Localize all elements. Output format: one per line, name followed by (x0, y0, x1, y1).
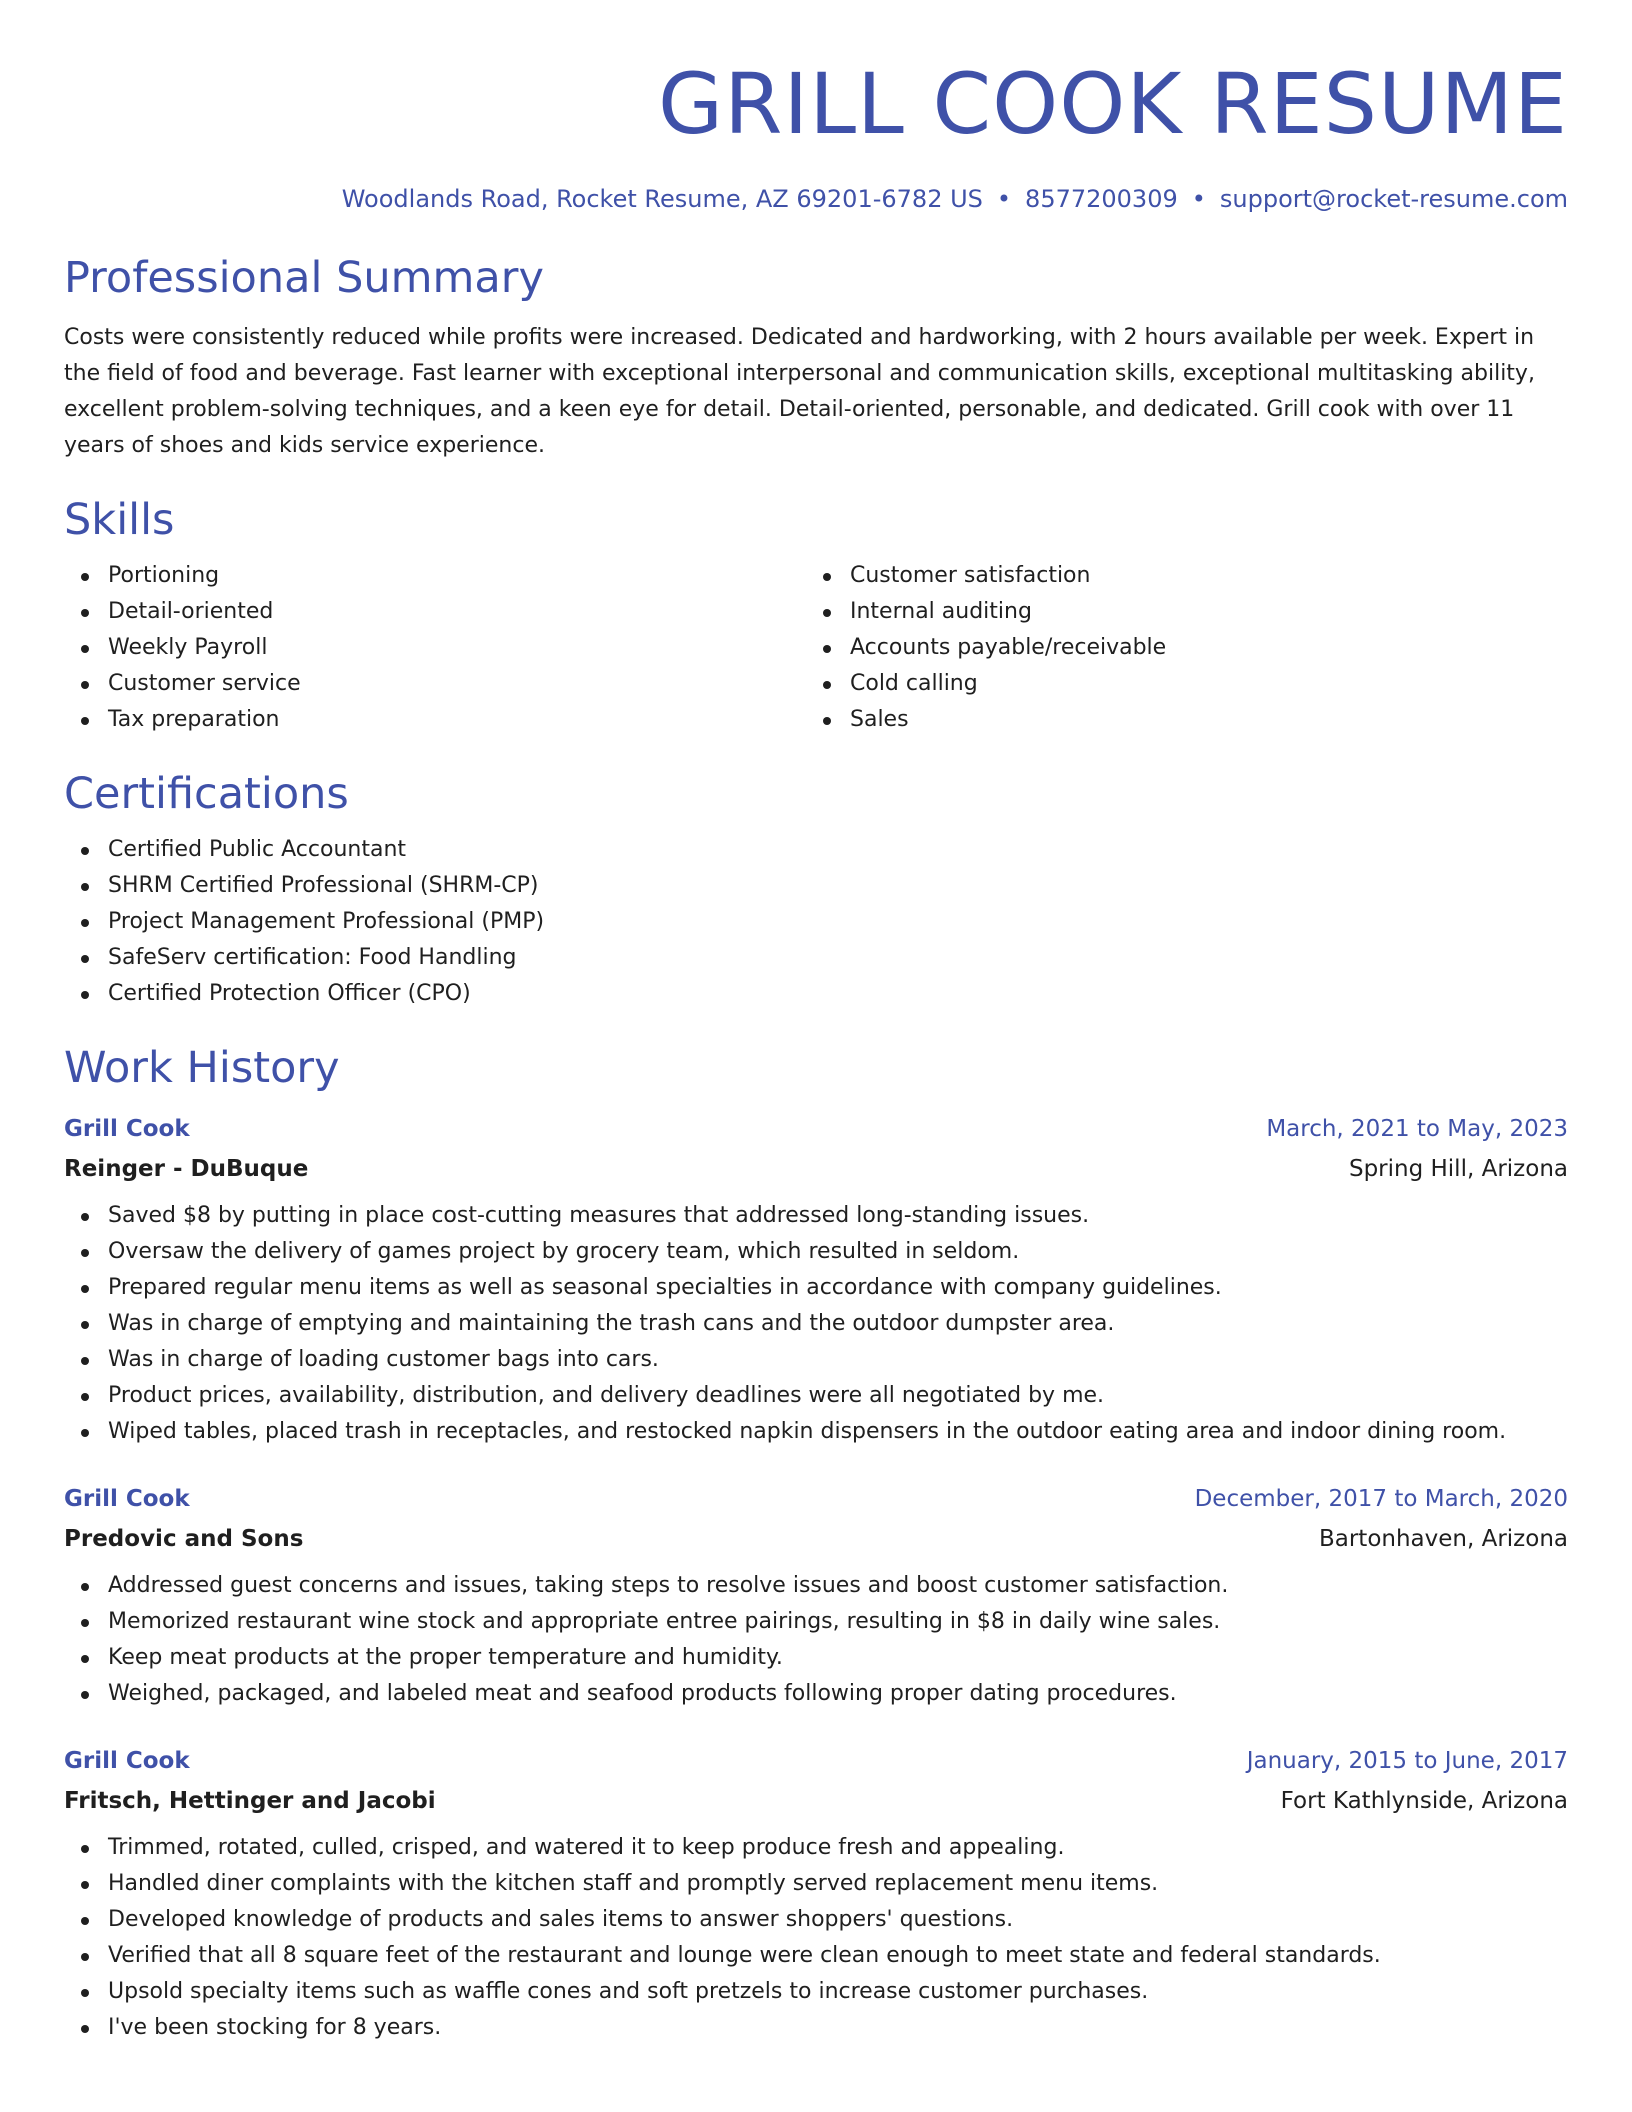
job-duty: Developed knowledge of products and sales items to answer shoppers' questions. (64, 1902, 1568, 1938)
job-company: Predovic and Sons (64, 1526, 304, 1552)
job-company: Reinger - DuBuque (64, 1156, 309, 1182)
skill-item: Cold calling (806, 666, 1548, 702)
job-entry (64, 1746, 1568, 2046)
skill-item: Accounts payable/receivable (806, 630, 1548, 666)
certifications-heading: Certifications (64, 769, 349, 819)
skill-item: Sales (806, 702, 1548, 738)
job-duty: I've been stocking for 8 years. (64, 2010, 1568, 2046)
job-dates: March, 2021 to May, 2023 (1266, 1116, 1568, 1142)
work-history-heading: Work History (64, 1043, 340, 1093)
job-title: Grill Cook (64, 1116, 190, 1142)
job-header-row (64, 1114, 1568, 1144)
job-duty: Verified that all 8 square feet of the restaurant and lounge were clean enough to meet state and federal standards. (64, 1938, 1568, 1974)
skills-list-left (64, 558, 806, 738)
job-location: Bartonhaven, Arizona (1318, 1526, 1568, 1552)
job-duties-list (64, 1198, 1568, 1450)
job-duty: Was in charge of loading customer bags into cars. (64, 1342, 1568, 1378)
job-header-row (64, 1484, 1568, 1514)
contact-separator: • (996, 185, 1012, 213)
contact-address: Woodlands Road, Rocket Resume, AZ 69201-6782 US (341, 185, 983, 213)
job-duty: Oversaw the delivery of games project by grocery team, which resulted in seldom. (64, 1234, 1568, 1270)
job-header-row (64, 1746, 1568, 1776)
job-entry (64, 1484, 1568, 1712)
skills-heading: Skills (64, 495, 175, 545)
job-company-row (64, 1144, 1568, 1184)
certification-item: Project Management Professional (PMP) (64, 904, 1568, 940)
resume-title: GRILL COOK RESUME (658, 55, 1568, 153)
skills-list-right (806, 558, 1548, 738)
certification-item: Certified Public Accountant (64, 832, 1568, 868)
job-dates: December, 2017 to March, 2020 (1194, 1486, 1568, 1512)
certification-item: SHRM Certified Professional (SHRM-CP) (64, 868, 1568, 904)
job-duty: Wiped tables, placed trash in receptacles, and restocked napkin dispensers in the outdoor eating area and indoor dining room. (64, 1414, 1568, 1450)
job-dates: January, 2015 to June, 2017 (1246, 1748, 1568, 1774)
job-location: Fort Kathlynside, Arizona (1280, 1788, 1568, 1814)
contact-separator: • (1191, 185, 1206, 213)
skill-item: Weekly Payroll (64, 630, 806, 666)
skill-item: Portioning (64, 558, 806, 594)
skill-item: Tax preparation (64, 702, 806, 738)
job-duty: Handled diner complaints with the kitchen staff and promptly served replacement menu items. (64, 1866, 1568, 1902)
contact-phone: 8577200309 (1025, 185, 1178, 213)
job-duty: Trimmed, rotated, culled, crisped, and watered it to keep produce fresh and appealing. (64, 1830, 1568, 1866)
job-duties-list (64, 1568, 1568, 1712)
job-title: Grill Cook (64, 1486, 190, 1512)
job-duties-list (64, 1830, 1568, 2046)
job-duty: Memorized restaurant wine stock and appropriate entree pairings, resulting in $8 in daily wine sales. (64, 1604, 1568, 1640)
job-duty: Product prices, availability, distribution, and delivery deadlines were all negotiated by me. (64, 1378, 1568, 1414)
job-company-row (64, 1514, 1568, 1554)
job-duty: Keep meat products at the proper temperature and humidity. (64, 1640, 1568, 1676)
job-title: Grill Cook (64, 1748, 190, 1774)
contact-email[interactable]: support@rocket-resume.com (1219, 185, 1568, 213)
job-duty: Saved $8 by putting in place cost-cutting measures that addressed long-standing issues. (64, 1198, 1568, 1234)
job-duty: Weighed, packaged, and labeled meat and seafood products following proper dating procedures. (64, 1676, 1568, 1712)
skill-item: Customer service (64, 666, 806, 702)
contact-line (64, 184, 1568, 214)
skill-item: Detail-oriented (64, 594, 806, 630)
resume-header (64, 0, 1568, 214)
job-company: Fritsch, Hettinger and Jacobi (64, 1788, 436, 1814)
skill-item: Customer satisfaction (806, 558, 1548, 594)
certification-item: Certified Protection Officer (CPO) (64, 976, 1568, 1012)
certification-item: SafeServ certification: Food Handling (64, 940, 1568, 976)
certifications-list (64, 832, 1568, 1012)
skills-grid (64, 558, 1568, 738)
job-duty: Upsold specialty items such as waffle cones and soft pretzels to increase customer purchases. (64, 1974, 1568, 2010)
job-location: Spring Hill, Arizona (1348, 1156, 1568, 1182)
summary-text: Costs were consistently reduced while profits were increased. Dedicated and hardworking, with 2 hours available per week. Expert in the field of food and beverage. Fast learner with exceptional interpersonal and communication skills, exceptional multitasking ability, excellent problem-solving techniques, and a keen eye for detail. Detail-oriented, personable, and dedicated. Grill cook with over 11 years of shoes and kids service experience. (64, 325, 1535, 458)
job-duty: Was in charge of emptying and maintaining the trash cans and the outdoor dumpster area. (64, 1306, 1568, 1342)
skill-item: Internal auditing (806, 594, 1548, 630)
job-duty: Prepared regular menu items as well as seasonal specialties in accordance with company guidelines. (64, 1270, 1568, 1306)
job-duty: Addressed guest concerns and issues, taking steps to resolve issues and boost customer satisfaction. (64, 1568, 1568, 1604)
job-company-row (64, 1776, 1568, 1816)
summary-heading: Professional Summary (64, 253, 544, 303)
job-entry (64, 1114, 1568, 1450)
